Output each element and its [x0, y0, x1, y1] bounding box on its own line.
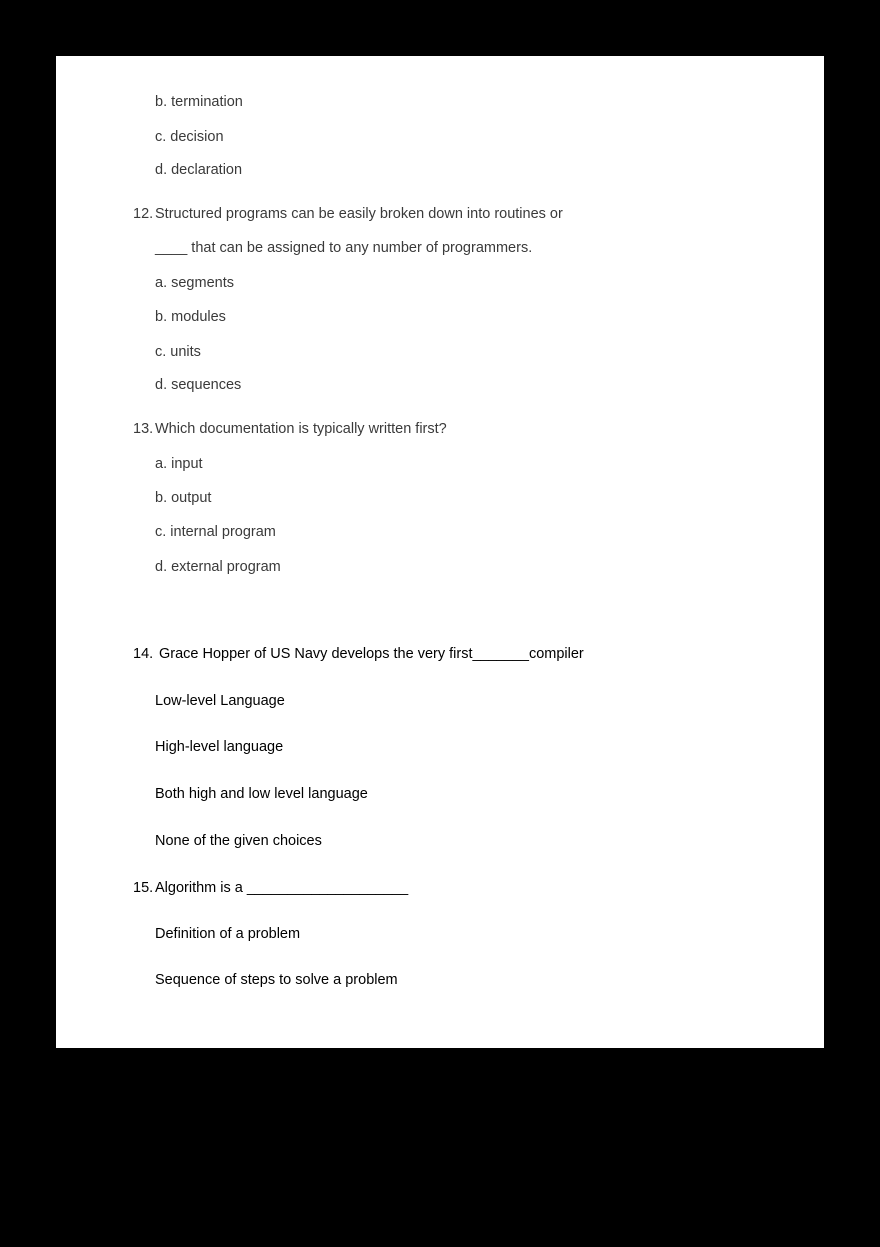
q13-option-d: d. external program	[155, 559, 281, 575]
q12-option-d: d. sequences	[155, 377, 242, 393]
q12-text-line1: Structured programs can be easily broken down into routines or	[155, 206, 563, 222]
q15-option-2: Sequence of steps to solve a problem	[155, 972, 398, 988]
q14-number: 14.	[133, 646, 154, 662]
q14-option-1: Low-level Language	[155, 693, 285, 709]
q13-number: 13.	[133, 421, 154, 437]
q12-option-c: c. units	[155, 344, 201, 360]
q12-number: 12.	[133, 206, 154, 222]
q12-option-a: a. segments	[155, 275, 234, 291]
q12-text-line2: ____ that can be assigned to any number of programmers.	[155, 240, 533, 256]
q13-option-a: a. input	[155, 456, 203, 472]
q15-option-1: Definition of a problem	[155, 926, 301, 942]
q14-text: Grace Hopper of US Navy develops the very first_______compiler	[159, 646, 584, 662]
q15-number: 15.	[133, 880, 154, 896]
q11-option-c: c. decision	[155, 129, 224, 145]
q11-option-b: b. termination	[155, 94, 243, 110]
q12-option-b: b. modules	[155, 309, 226, 325]
q14-option-2: High-level language	[155, 739, 284, 755]
document-page	[56, 56, 824, 1048]
q13-text: Which documentation is typically written first?	[155, 421, 447, 437]
q14-option-3: Both high and low level language	[155, 786, 368, 802]
q14-option-4: None of the given choices	[155, 833, 322, 849]
q13-option-c: c. internal program	[155, 524, 276, 540]
q13-option-b: b. output	[155, 490, 212, 506]
q11-option-d: d. declaration	[155, 162, 243, 178]
q15-text: Algorithm is a ____________________	[155, 880, 409, 896]
